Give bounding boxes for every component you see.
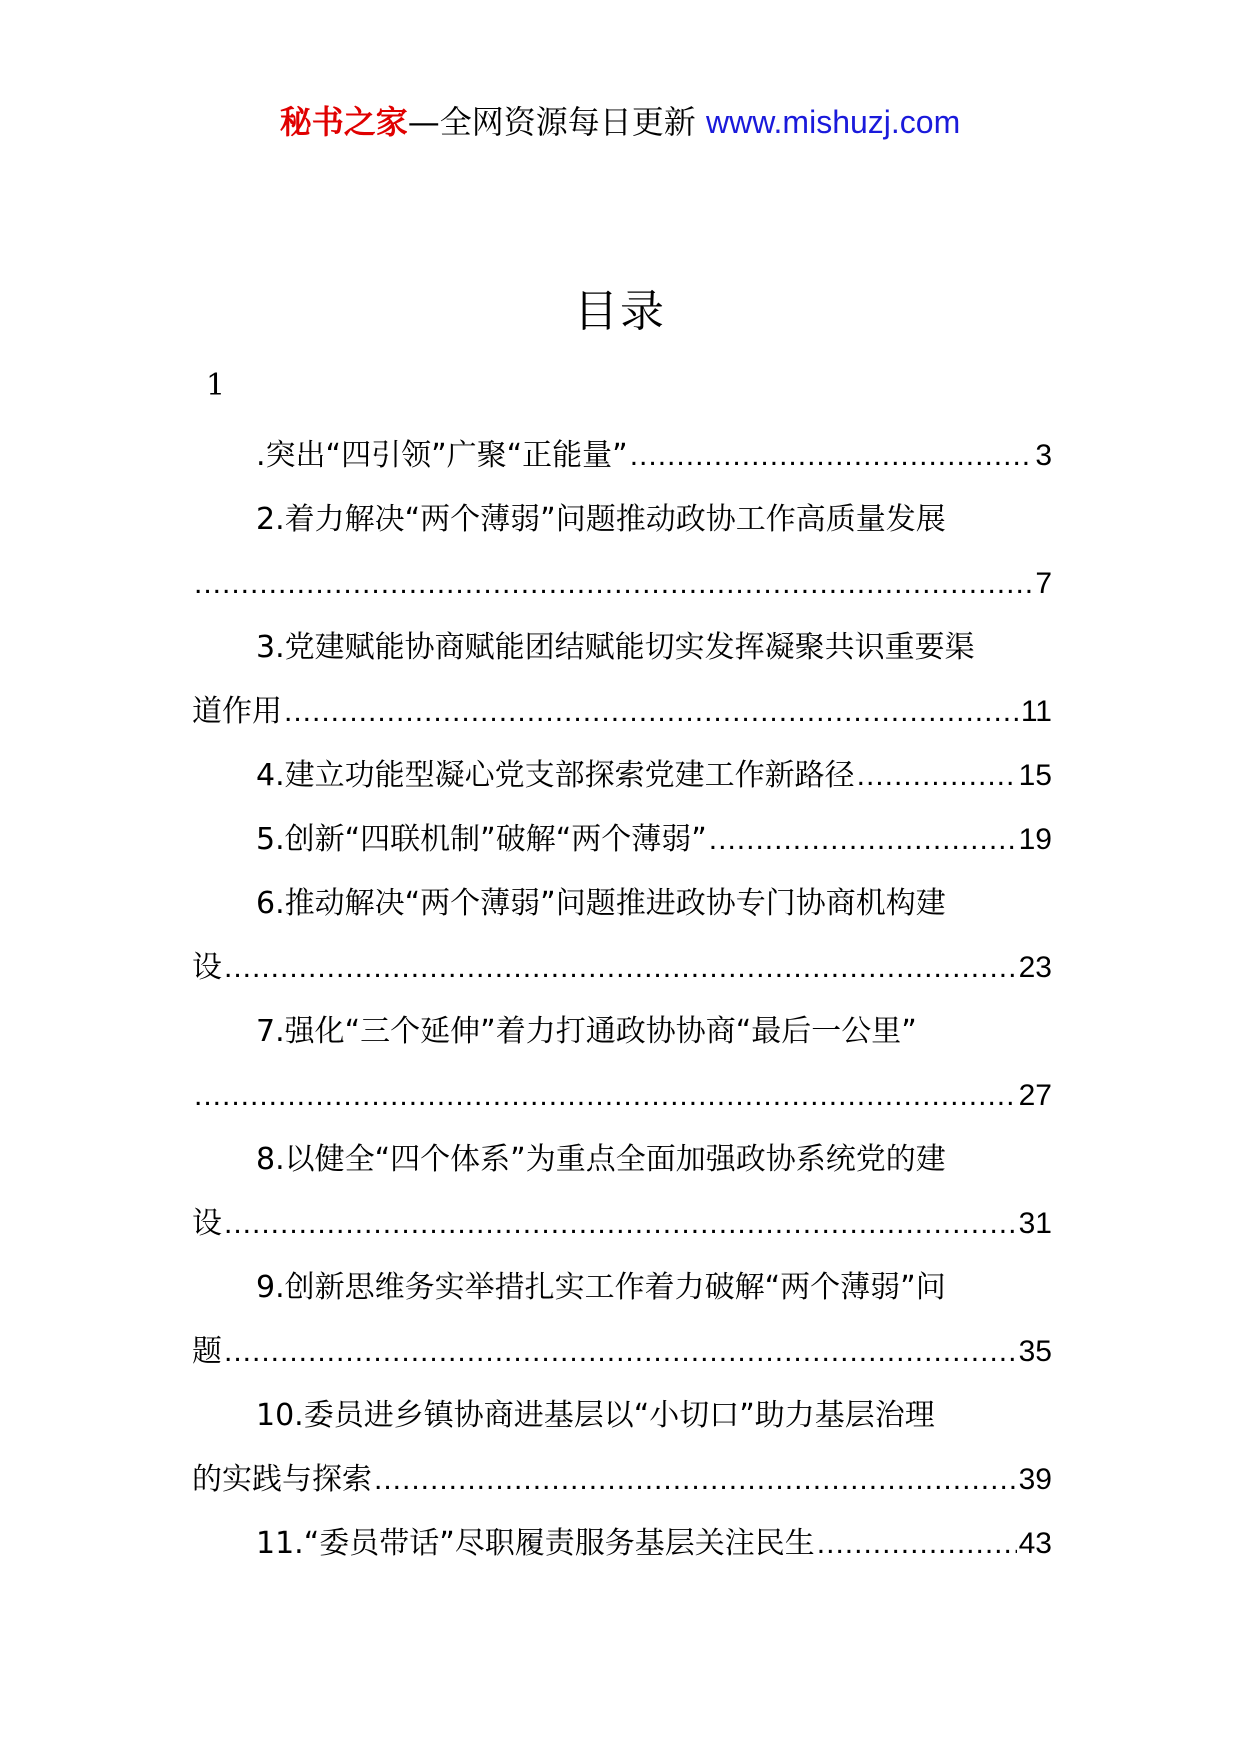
- toc-leader-dots: [630, 424, 1034, 488]
- toc-entry-7-line1[interactable]: 7.强化“三个延伸”着力打通政协协商“最后一公里”: [256, 1014, 917, 1049]
- site-brand: 秘书之家: [279, 103, 408, 141]
- toc-entry-11[interactable]: [192, 1512, 1052, 1576]
- toc-leader-dots: [194, 1064, 1017, 1128]
- toc-entry-2-line1[interactable]: 2.着力解决“两个薄弱”问题推动政协工作高质量发展: [256, 502, 946, 537]
- toc-entry-text: 5.创新“四联机制”破解“两个薄弱”: [256, 822, 707, 857]
- toc-entry-text: 11.“委员带话”尽职履责服务基层关注民生: [256, 1526, 815, 1561]
- toc-entry-3[interactable]: [192, 680, 1052, 744]
- toc-page-number: 31: [1018, 1207, 1052, 1240]
- toc-page-number: 3: [1035, 439, 1052, 472]
- toc-leader-dots: [224, 936, 1017, 1000]
- toc-entry-6[interactable]: [192, 936, 1052, 1000]
- toc-entry-3-line1[interactable]: 3.党建赋能协商赋能团结赋能切实发挥凝聚共识重要渠: [256, 630, 975, 665]
- site-url[interactable]: www.mishuzj.com: [705, 104, 961, 140]
- toc-entry-1[interactable]: [192, 424, 1052, 488]
- toc-leader-dots: [224, 1192, 1017, 1256]
- toc-entry-text: 道作用: [192, 694, 282, 729]
- toc-page-number: 19: [1018, 823, 1052, 856]
- toc-page-number: 23: [1018, 951, 1052, 984]
- toc-entry-text: 设: [192, 950, 222, 985]
- toc-entry-7[interactable]: [192, 1064, 1052, 1128]
- toc-page-number: 11: [1020, 695, 1052, 728]
- toc-leader-dots: [374, 1448, 1017, 1512]
- toc-entry-text: 题: [192, 1334, 222, 1369]
- site-banner: [0, 100, 1240, 144]
- toc-leader-dots: [857, 744, 1017, 808]
- stray-number: 1: [206, 368, 226, 403]
- toc-entry-text: 的实践与探索: [192, 1462, 372, 1497]
- toc-entry-9[interactable]: [192, 1320, 1052, 1384]
- toc-leader-dots: [817, 1512, 1017, 1576]
- toc-entry-10[interactable]: [192, 1448, 1052, 1512]
- toc-leader-dots: [709, 808, 1017, 872]
- toc-entry-text: .突出“四引领”广聚“正能量”: [256, 438, 628, 473]
- table-of-contents: [192, 424, 1052, 1576]
- toc-page-number: 7: [1035, 567, 1052, 600]
- toc-page-number: 43: [1018, 1527, 1052, 1560]
- toc-entry-text: 4.建立功能型凝心党支部探索党建工作新路径: [256, 758, 855, 793]
- toc-leader-dots: [224, 1320, 1017, 1384]
- toc-entry-4[interactable]: [192, 744, 1052, 808]
- toc-page-number: 35: [1018, 1335, 1052, 1368]
- toc-page-number: 15: [1018, 759, 1052, 792]
- toc-entry-10-line1[interactable]: 10.委员进乡镇协商进基层以“小切口”助力基层治理: [256, 1398, 935, 1433]
- toc-leader-dots: [284, 680, 1019, 744]
- toc-entry-text: 设: [192, 1206, 222, 1241]
- toc-entry-5[interactable]: [192, 808, 1052, 872]
- toc-entry-8-line1[interactable]: 8.以健全“四个体系”为重点全面加强政协系统党的建: [256, 1142, 946, 1177]
- toc-entry-2[interactable]: [192, 552, 1052, 616]
- toc-entry-6-line1[interactable]: 6.推动解决“两个薄弱”问题推进政协专门协商机构建: [256, 886, 946, 921]
- toc-entry-8[interactable]: [192, 1192, 1052, 1256]
- toc-page-number: 39: [1018, 1463, 1052, 1496]
- site-slogan: —全网资源每日更新: [407, 103, 696, 141]
- toc-title: 目录: [574, 286, 666, 337]
- toc-entry-9-line1[interactable]: 9.创新思维务实举措扎实工作着力破解“两个薄弱”问: [256, 1270, 946, 1305]
- toc-page-number: 27: [1018, 1079, 1052, 1112]
- toc-leader-dots: [194, 552, 1033, 616]
